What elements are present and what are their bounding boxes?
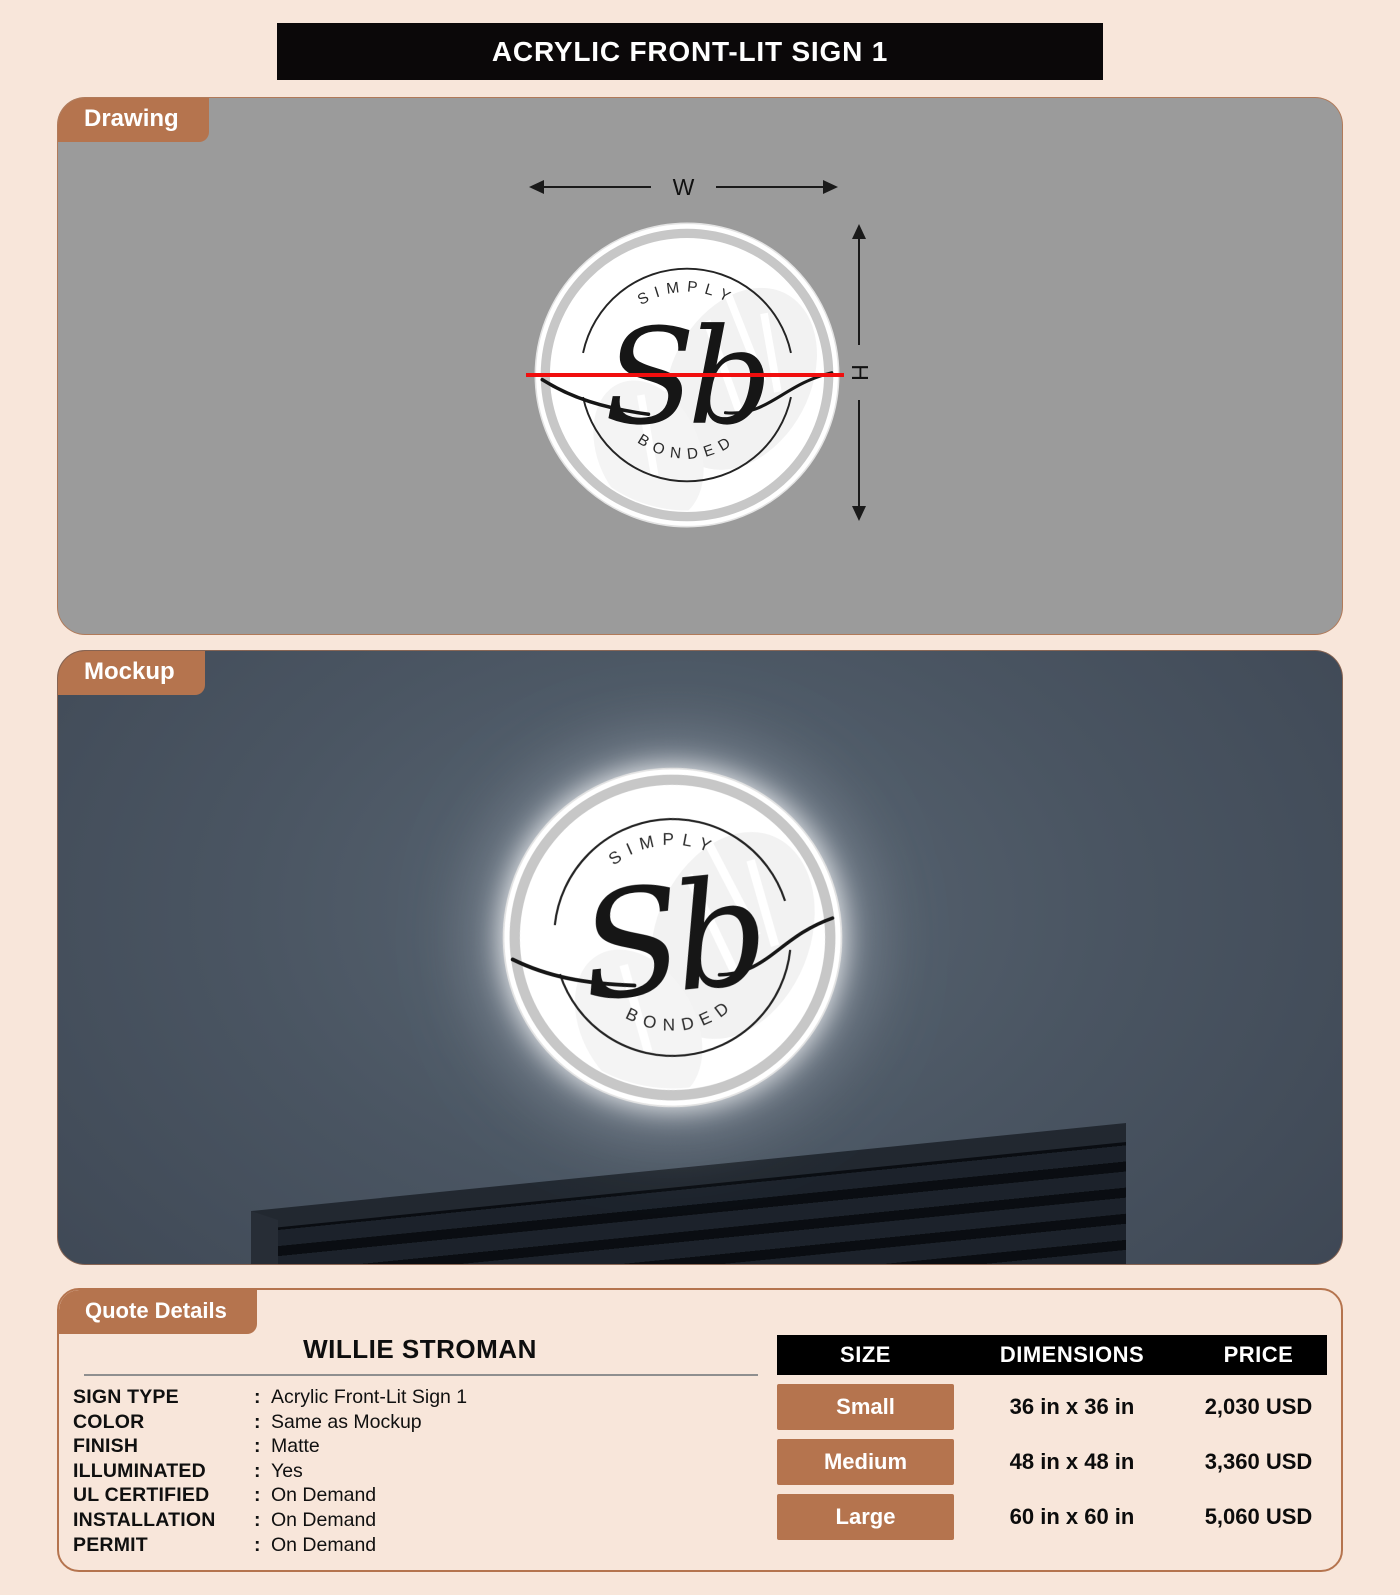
spec-list <box>73 1386 763 1558</box>
arrow-right-icon <box>823 180 838 194</box>
pricing-table-header <box>777 1335 1327 1375</box>
size-button-large[interactable]: Large <box>777 1494 954 1540</box>
spec-row-color: COLOR : Same as Mockup <box>73 1410 422 1433</box>
spec-row-ul-certified: UL CERTIFIED : On Demand <box>73 1484 377 1507</box>
sign-mockup-logo <box>484 749 861 1126</box>
dimensions-small: 36 in x 36 in <box>1009 1394 1135 1419</box>
drawing-section <box>57 97 1343 635</box>
mockup-section-label: Mockup <box>84 658 175 685</box>
drawing-section-label: Drawing <box>84 105 179 132</box>
header-dimensions: DIMENSIONS <box>999 1342 1145 1367</box>
mockup-section-tab <box>58 651 205 695</box>
center-guide-line <box>526 373 844 377</box>
dimensions-large: 60 in x 60 in <box>1009 1504 1135 1529</box>
quote-details-tab <box>59 1290 257 1334</box>
width-dimension-label: W <box>672 173 695 200</box>
height-dimension-arrow <box>847 224 871 521</box>
dimensions-medium: 48 in x 48 in <box>1009 1449 1135 1474</box>
spec-row-permit: PERMIT : On Demand <box>73 1533 377 1556</box>
quote-details-section <box>57 1288 1343 1572</box>
name-divider <box>84 1374 758 1376</box>
size-button-small[interactable]: Small <box>777 1384 954 1430</box>
width-dimension-arrow <box>529 174 838 200</box>
pricing-row-small <box>777 1384 1327 1430</box>
header-size: SIZE <box>840 1342 891 1367</box>
price-large: 5,060 USD <box>1204 1504 1313 1529</box>
spec-row-sign-type: SIGN TYPE : Acrylic Front-Lit Sign 1 <box>73 1386 468 1408</box>
price-medium: 3,360 USD <box>1204 1449 1313 1474</box>
size-button-medium[interactable]: Medium <box>777 1439 954 1485</box>
pricing-table <box>777 1335 1327 1540</box>
pricing-row-large <box>777 1494 1327 1540</box>
arrow-up-icon <box>852 224 866 239</box>
arrow-left-icon <box>529 180 544 194</box>
height-dimension-label: H <box>846 364 873 381</box>
arrow-down-icon <box>852 506 866 521</box>
spec-row-illuminated: ILLUMINATED : Yes <box>73 1459 303 1482</box>
spec-row-installation: INSTALLATION : On Demand <box>73 1508 377 1531</box>
spec-row-finish: FINISH : Matte <box>73 1435 320 1458</box>
price-small: 2,030 USD <box>1204 1394 1313 1419</box>
header-price: PRICE <box>1223 1342 1294 1367</box>
page-title-bar <box>277 23 1103 80</box>
customer-name: WILLIE STROMAN <box>303 1334 537 1364</box>
pricing-row-medium <box>777 1439 1327 1485</box>
mockup-section <box>57 650 1343 1265</box>
quote-details-label: Quote Details <box>85 1298 227 1323</box>
drawing-section-tab <box>58 98 209 142</box>
page-title: ACRYLIC FRONT-LIT SIGN 1 <box>491 35 889 67</box>
